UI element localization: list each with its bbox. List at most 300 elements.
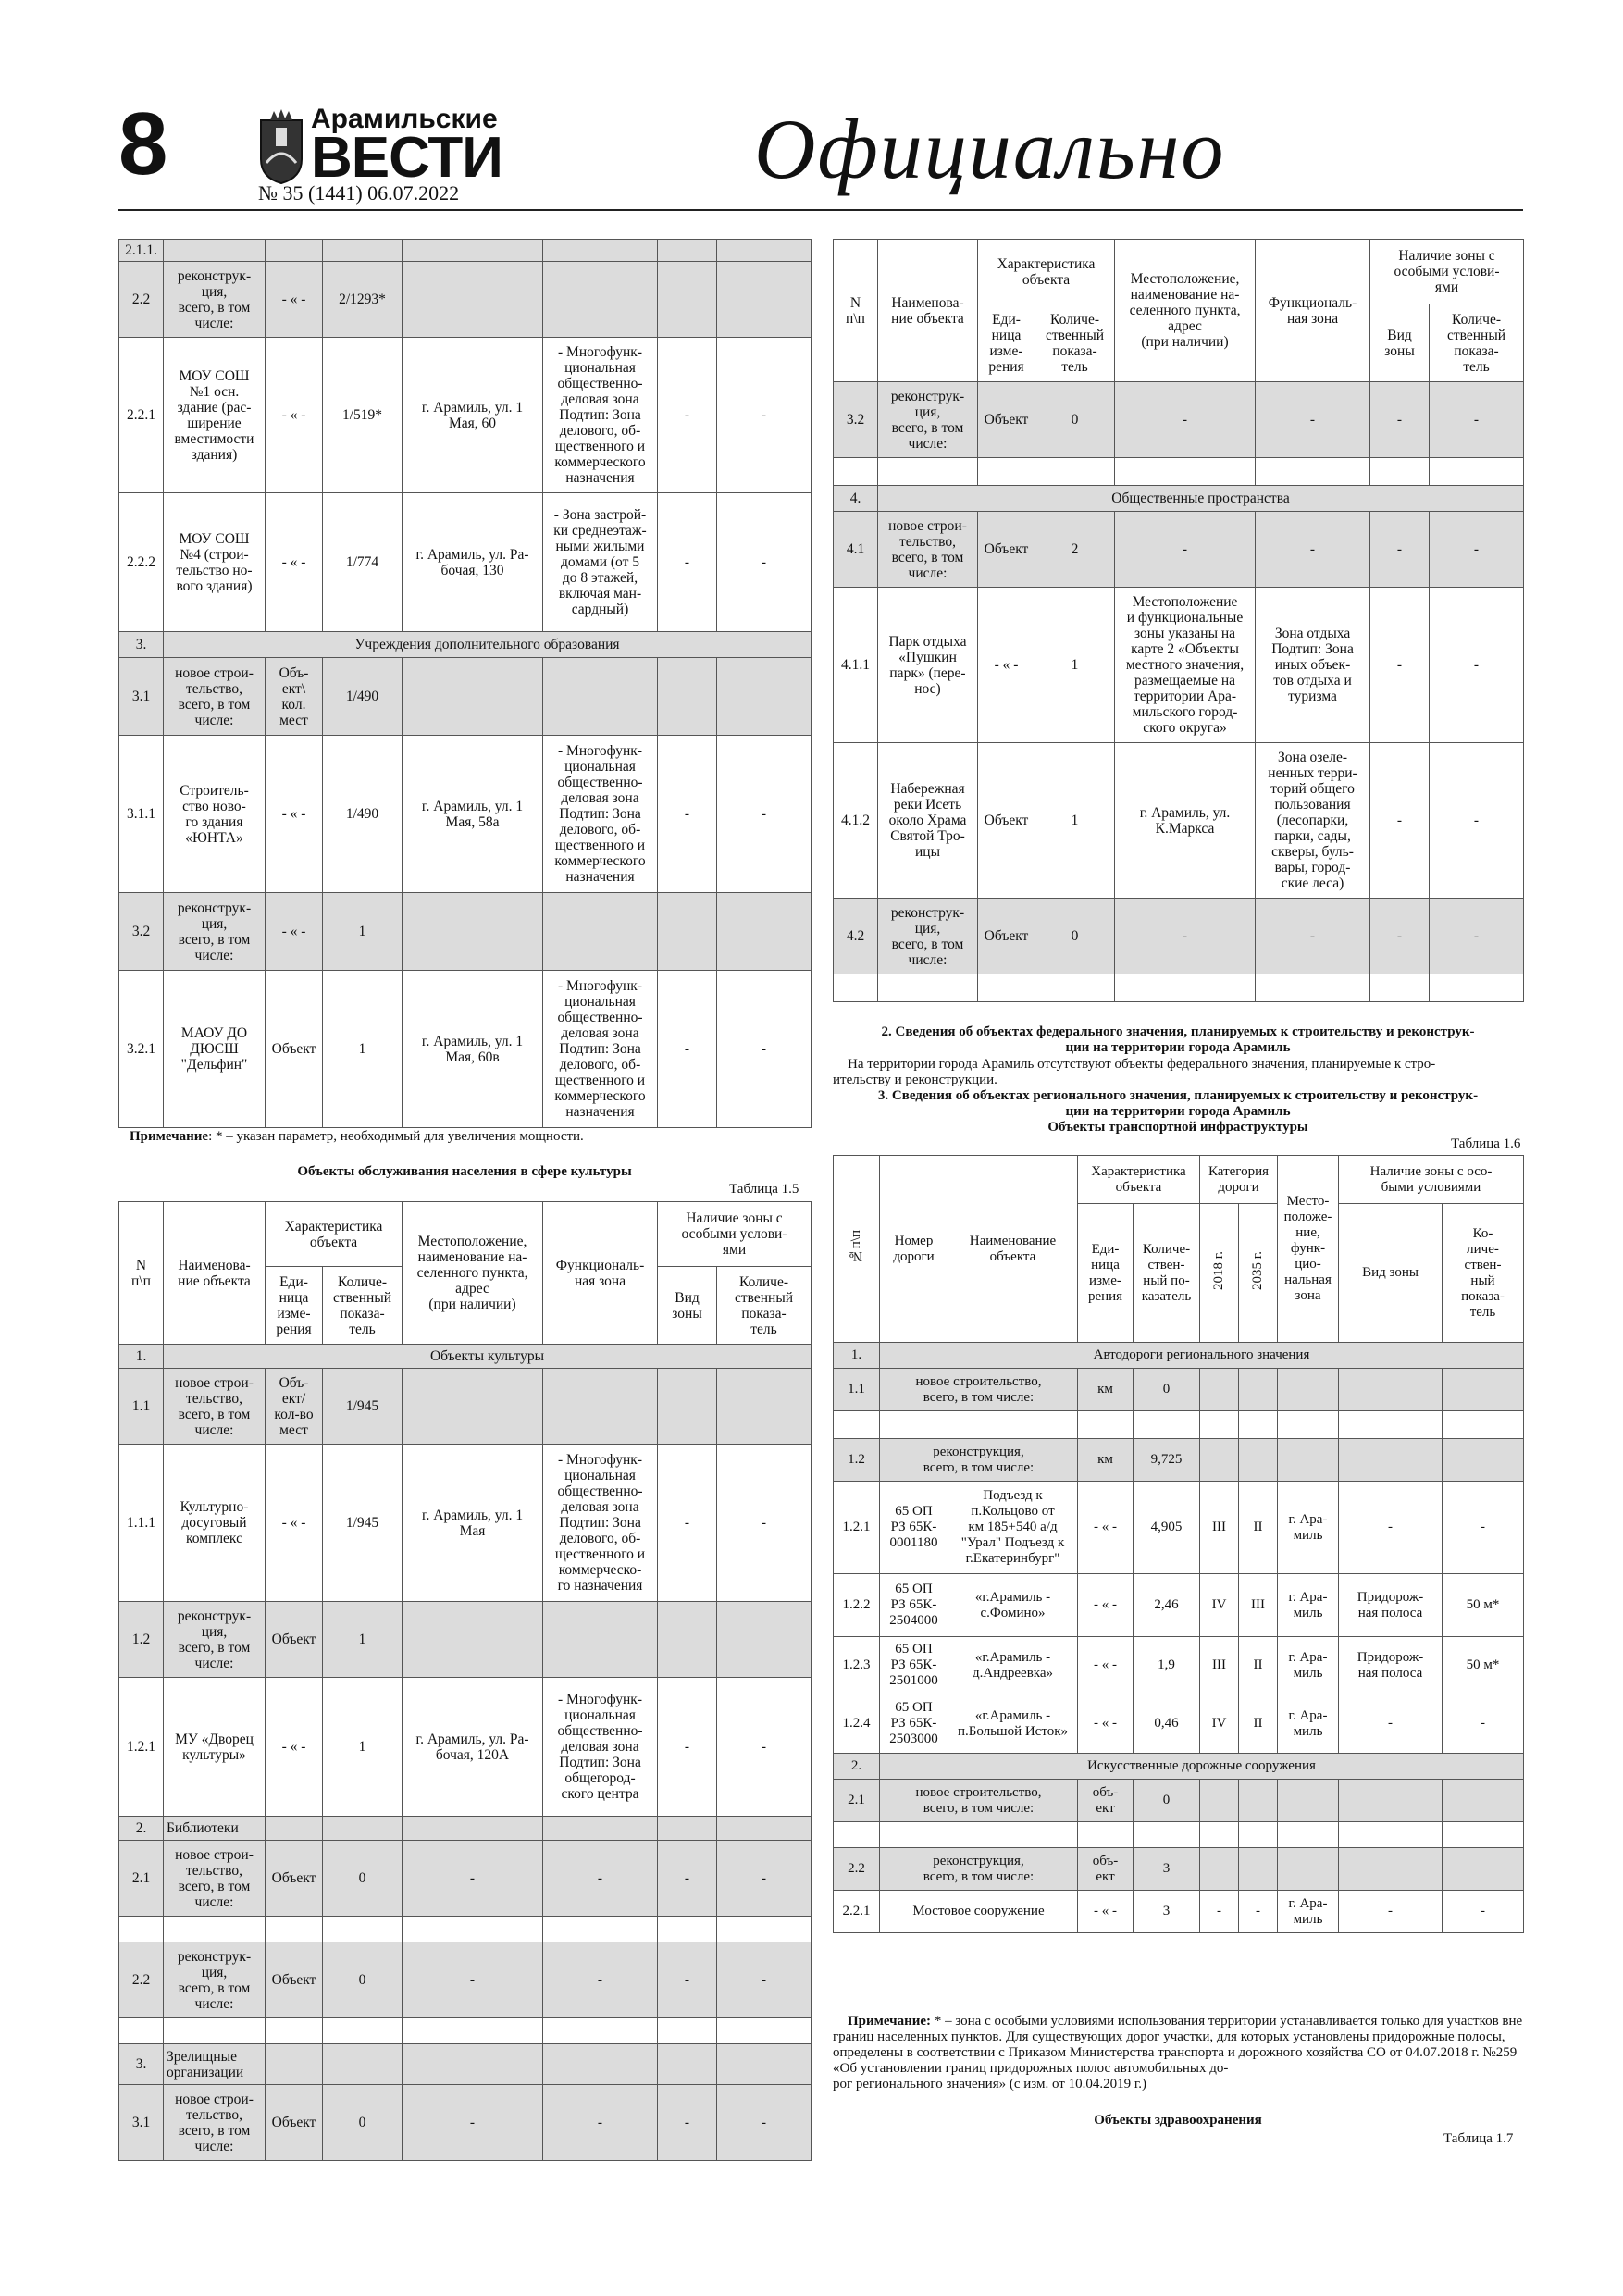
table-cell: - (1256, 899, 1370, 974)
page-number: 8 (118, 94, 168, 193)
table-cell: II (1239, 1482, 1278, 1574)
row-quantity: 0 (1134, 1369, 1200, 1411)
empty-cell (880, 1411, 948, 1439)
empty-cell (880, 1822, 948, 1848)
table-cell (403, 1369, 543, 1445)
empty-cell (1443, 1848, 1524, 1891)
table-cell: Объект (266, 1841, 323, 1917)
table-cell: 2.2.1 (119, 338, 164, 493)
table-cell: 0 (323, 1942, 403, 2018)
table-cell: - (1430, 899, 1524, 974)
empty-cell (1443, 1439, 1524, 1482)
table-cell: - (717, 971, 812, 1128)
empty-cell (978, 974, 1035, 1002)
table-cell: 1 (323, 971, 403, 1128)
empty-cell (717, 2044, 812, 2085)
table-cell: - (543, 1841, 658, 1917)
year-2035-text: 2035 г. (1250, 1251, 1265, 1290)
empty-cell (403, 2018, 543, 2044)
empty-cell (1200, 1822, 1239, 1848)
table-cell: - (658, 1841, 717, 1917)
table-cell: 1 (1035, 743, 1115, 899)
header-characteristic: Характеристика объекта (1078, 1156, 1200, 1204)
table-cell: Строитель- ство ново- го здания «ЮНТА» (164, 736, 266, 893)
empty-cell (403, 1917, 543, 1942)
table-cell: 1/519* (323, 338, 403, 493)
empty-cell (1239, 1822, 1278, 1848)
table-cell: Объект (978, 512, 1035, 588)
table-cell: МОУ СОШ №4 (строи- тельство но- вого здания) (164, 493, 266, 632)
table-cell: - (1443, 1891, 1524, 1933)
table-cell: - (658, 493, 717, 632)
table-cell: - (543, 2085, 658, 2161)
table-cell: - (403, 1942, 543, 2018)
table-cell (717, 1602, 812, 1678)
empty-cell (266, 2044, 323, 2085)
empty-cell (948, 1411, 1078, 1439)
empty-cell (1278, 1848, 1339, 1891)
table-cell (717, 893, 812, 971)
header-category: Категория дороги (1200, 1156, 1278, 1204)
table-cell: Объект (266, 1602, 323, 1678)
table-cell: г. Арамиль, ул. 1 Мая, 60 (403, 338, 543, 493)
table-cell: 65 ОП РЗ 65К- 2501000 (880, 1637, 948, 1694)
header-quantity: Количе- ствен- ный по- казатель (1134, 1204, 1200, 1343)
table-cell: III (1239, 1574, 1278, 1637)
empty-cell (1278, 1780, 1339, 1822)
empty-cell (1443, 1369, 1524, 1411)
table-cell: - Многофунк- циональная общественно- деловая зона Подтип: Зона делового, об- щественного и коммерческого назначения (543, 338, 658, 493)
note-label: Примечание (130, 1129, 209, 1144)
empty-cell (1443, 1822, 1524, 1848)
table-cell: - « - (266, 338, 323, 493)
table-cell: - Многофунк- циональная общественно- деловая зона Подтип: Зона делового, об- щественного и коммерческого назначения (543, 971, 658, 1128)
table-row (119, 893, 812, 971)
table-cell: новое строи- тельство, всего, в том числе: (164, 1369, 266, 1445)
table-cell: - (1430, 382, 1524, 458)
table-cell: 3 (1134, 1891, 1200, 1933)
table-cell: г. Ара- миль (1278, 1482, 1339, 1574)
table-cell (658, 1602, 717, 1678)
table-cell: IV (1200, 1694, 1239, 1754)
table-cell: - (1370, 588, 1430, 743)
note-1 (130, 1129, 584, 1145)
table-cell: - (1430, 743, 1524, 899)
table-cell: 2/1293* (323, 262, 403, 338)
empty-cell (1339, 1822, 1443, 1848)
table-cell: 2.1.1. (119, 240, 164, 262)
health-title: Объекты здравоохранения (1094, 2113, 1262, 2128)
empty-cell (948, 1822, 1078, 1848)
header-zone-quantity: Ко- личе- ствен- ный показа- тель (1443, 1204, 1524, 1343)
table-cell: 2.2 (119, 1942, 164, 2018)
empty-cell (1278, 1822, 1339, 1848)
header-characteristic: Характеристика объекта (266, 1202, 403, 1267)
section-number: 3. (119, 2044, 164, 2085)
section-2-text: На территории города Арамиль отсутствуют объекты федерального значения, планируемые к стро- ительству и реконструкции. (833, 1057, 1436, 1087)
table-cell: - « - (1078, 1694, 1134, 1754)
empty-cell (1239, 1848, 1278, 1891)
row-quantity: 0 (1134, 1780, 1200, 1822)
table-cell: - « - (266, 893, 323, 971)
note-2-text: * – зона с особыми условиями использования территории устанавливается только для участков вне границ населенных пунктов. Для существующих дорог участки, для которых установлены придорожные полосы, определены в соответствии с Приказом Министерства транспорта и дорожного хозяйства СО от 04.07.2018 г. №259 «Об установлении границ придорожных полос автомобильных до- рог регионального значения» (с изм. от 10.04.2019 г.) (833, 2014, 1523, 2091)
note-2 (833, 2014, 1523, 2092)
table-cell: - (658, 2085, 717, 2161)
empty-cell (119, 1917, 164, 1942)
table-cell: - (1115, 382, 1256, 458)
table-cell: 4.1.2 (834, 743, 878, 899)
table-row (834, 1754, 1524, 1780)
table-cell: - (1370, 899, 1430, 974)
table-row (834, 1822, 1524, 1848)
table-cell: - « - (266, 493, 323, 632)
table-cell: МАОУ ДО ДЮСШ "Дельфин" (164, 971, 266, 1128)
table-cell: - « - (266, 1445, 323, 1602)
empty-cell (1200, 1439, 1239, 1482)
table-cell: новое строи- тельство, всего, в том числе: (164, 658, 266, 736)
empty-cell (543, 2044, 658, 2085)
table-cell: - « - (1078, 1574, 1134, 1637)
empty-cell (1134, 1822, 1200, 1848)
table-cell: Придорож- ная полоса (1339, 1637, 1443, 1694)
header-quantity: Количе- ственный показа- тель (1035, 304, 1115, 382)
table-cell: 1.2.1 (834, 1482, 880, 1574)
table-cell: «г.Арамиль - с.Фомино» (948, 1574, 1078, 1637)
empty-cell (323, 1817, 403, 1841)
empty-cell (1239, 1411, 1278, 1439)
table-cell (543, 1369, 658, 1445)
empty-cell (1200, 1411, 1239, 1439)
empty-cell (1339, 1369, 1443, 1411)
table-cell: 3.1 (119, 658, 164, 736)
table-cell: 3.2.1 (119, 971, 164, 1128)
empty-cell (658, 2044, 717, 2085)
table-row (834, 486, 1524, 512)
empty-cell (717, 2018, 812, 2044)
row-name: реконструкция, всего, в том числе: (880, 1848, 1078, 1891)
empty-cell (1200, 1848, 1239, 1891)
table-cell: 1.2.4 (834, 1694, 880, 1754)
table-row (119, 1345, 812, 1369)
header-road-number: Номер дороги (880, 1156, 948, 1343)
table-row (834, 458, 1524, 486)
table-cell: Объ- ект\ кол. мест (266, 658, 323, 736)
table-cell: 4.1.1 (834, 588, 878, 743)
empty-cell (119, 2018, 164, 2044)
empty-cell (543, 1917, 658, 1942)
table-cell: 1.2.2 (834, 1574, 880, 1637)
table-cell: реконструк- ция, всего, в том числе: (878, 382, 978, 458)
table-row (119, 493, 812, 632)
empty-cell (1443, 1411, 1524, 1439)
table-cell: реконструк- ция, всего, в том числе: (164, 893, 266, 971)
table-cell: Объект (978, 743, 1035, 899)
table-cell: II (1239, 1694, 1278, 1754)
section-number: 1. (834, 1343, 880, 1369)
empty-cell (1443, 1780, 1524, 1822)
table-cell: 0 (1035, 899, 1115, 974)
table-cell: реконструк- ция, всего, в том числе: (164, 1602, 266, 1678)
table-row (834, 743, 1524, 899)
empty-cell (323, 1917, 403, 1942)
table-cell (543, 658, 658, 736)
table-cell (164, 240, 266, 262)
table-cell: г. Ара- миль (1278, 1574, 1339, 1637)
issue-number: № 35 (1441) 06.07.2022 (258, 181, 460, 205)
section-3-title: 3. Сведения об объектах регионального значения, планируемых к строительству и реконструк- ции на территории города Арамиль Объекты транспортной инфраструктуры (877, 1088, 1479, 1135)
table-cell (717, 658, 812, 736)
header-number (834, 1156, 880, 1343)
empty-cell (164, 1917, 266, 1942)
table-cell: - Многофунк- циональная общественно- деловая зона Подтип: Зона общегород- ского центра (543, 1678, 658, 1817)
table-row (834, 1694, 1524, 1754)
empty-cell (1370, 974, 1430, 1002)
table-cell: - (717, 1445, 812, 1602)
public-spaces-table (833, 239, 1524, 1002)
brand-bottom: ВЕСТИ (311, 126, 502, 190)
table-cell: - (1256, 382, 1370, 458)
empty-cell (1339, 1780, 1443, 1822)
table-cell: - (1339, 1891, 1443, 1933)
table-cell (717, 240, 812, 262)
culture-title: Объекты обслуживания населения в сфере культуры (297, 1164, 632, 1179)
empty-cell (1115, 458, 1256, 486)
empty-cell (834, 1411, 880, 1439)
table-cell: 4.2 (834, 899, 878, 974)
table-cell: - (1430, 512, 1524, 588)
empty-cell (834, 1822, 880, 1848)
table-cell: Объект (266, 971, 323, 1128)
table-cell: - « - (266, 1678, 323, 1817)
table-cell: II (1239, 1637, 1278, 1694)
section-title: Зрелищные организации (164, 2044, 266, 2085)
note-2-label: Примечание: (848, 2014, 932, 2029)
empty-cell (1035, 458, 1115, 486)
table-cell: «г.Арамиль - п.Большой Исток» (948, 1694, 1078, 1754)
table-cell: - (658, 736, 717, 893)
empty-cell (323, 2018, 403, 2044)
row-number: 1.1 (834, 1369, 880, 1411)
empty-cell (658, 1917, 717, 1942)
table-cell: Объект (266, 1942, 323, 2018)
row-unit: км (1078, 1369, 1134, 1411)
row-unit: км (1078, 1439, 1134, 1482)
table-cell (323, 240, 403, 262)
table-cell: 65 ОП РЗ 65К- 2504000 (880, 1574, 948, 1637)
empty-cell (543, 2018, 658, 2044)
empty-cell (1370, 458, 1430, 486)
table-cell: 4,905 (1134, 1482, 1200, 1574)
table-cell (658, 893, 717, 971)
table-cell: 3.1 (119, 2085, 164, 2161)
empty-cell (323, 2044, 403, 2085)
table-cell: Объект (978, 382, 1035, 458)
row-name: новое строительство, всего, в том числе: (880, 1780, 1078, 1822)
table-cell: Зона озеле- ненных терри- торий общего пользования (лесопарки, парки, сады, скверы, буль- вары, город- ские леса) (1256, 743, 1370, 899)
table-cell: 1/774 (323, 493, 403, 632)
header-function: Функциональ- ная зона (1256, 240, 1370, 382)
table-cell: - (1370, 743, 1430, 899)
table-cell: реконструк- ция, всего, в том числе: (164, 1942, 266, 2018)
table-cell: - (1200, 1891, 1239, 1933)
empty-cell (1239, 1369, 1278, 1411)
table-cell: - (1443, 1694, 1524, 1754)
table-cell: Зона отдыха Подтип: Зона иных объек- тов отдыха и туризма (1256, 588, 1370, 743)
table-cell (543, 893, 658, 971)
header-rule (118, 209, 1523, 211)
table-cell: г. Арамиль, ул. Ра- бочая, 130 (403, 493, 543, 632)
table-cell: 1.2 (119, 1602, 164, 1678)
header-number: N п\п (119, 1202, 164, 1345)
header-year-2018 (1200, 1204, 1239, 1343)
empty-cell (717, 1917, 812, 1942)
table-cell: 1 (323, 1678, 403, 1817)
empty-cell (1339, 1439, 1443, 1482)
empty-cell (1256, 974, 1370, 1002)
table-cell: - « - (978, 588, 1035, 743)
table-cell: 1 (323, 1602, 403, 1678)
section-title: Объекты культуры (164, 1345, 812, 1369)
row-number: 1.2 (834, 1439, 880, 1482)
table-row (119, 262, 812, 338)
table-cell: - (1443, 1482, 1524, 1574)
header-zone-type: Вид зоны (1339, 1204, 1443, 1343)
table-cell: Объект (266, 2085, 323, 2161)
table-cell: реконструк- ция, всего, в том числе: (164, 262, 266, 338)
section-title: Автодороги регионального значения (880, 1343, 1524, 1369)
table-cell: новое строи- тельство, всего, в том числе: (164, 2085, 266, 2161)
table-cell: МУ «Дворец культуры» (164, 1678, 266, 1817)
table-cell: г. Ара- миль (1278, 1694, 1339, 1754)
header-location: Местоположение, наименование на- селенного пункта, адрес (при наличии) (1115, 240, 1256, 382)
header-zone: Наличие зоны с особыми услови- ями (658, 1202, 812, 1267)
header-location: Местоположение, наименование на- селенного пункта, адрес (при наличии) (403, 1202, 543, 1345)
table-cell: - « - (1078, 1891, 1134, 1933)
table-cell: Объект (978, 899, 1035, 974)
table-cell: г. Арамиль, ул. 1 Мая (403, 1445, 543, 1602)
table-row (119, 1202, 812, 1267)
table-cell: 3.1.1 (119, 736, 164, 893)
table-row (119, 338, 812, 493)
empty-cell (1134, 1411, 1200, 1439)
section-number: 4. (834, 486, 878, 512)
empty-cell (1430, 974, 1524, 1002)
table-cell: 2.1 (119, 1841, 164, 1917)
empty-cell (1430, 458, 1524, 486)
empty-cell (266, 2018, 323, 2044)
table-cell: - (1115, 899, 1256, 974)
empty-cell (878, 974, 978, 1002)
empty-cell (1256, 458, 1370, 486)
table-cell (403, 893, 543, 971)
header-year-2035 (1239, 1204, 1278, 1343)
table-row (119, 736, 812, 893)
table-row (834, 382, 1524, 458)
table-row (119, 2085, 812, 2161)
table-row (119, 1678, 812, 1817)
table-cell: Набережная реки Исеть около Храма Святой Тро- ицы (878, 743, 978, 899)
empty-cell (543, 1817, 658, 1841)
row-number: 2.1 (834, 1780, 880, 1822)
empty-cell (658, 1817, 717, 1841)
table-row (834, 512, 1524, 588)
table-cell (658, 658, 717, 736)
header-unit: Еди- ница изме- рения (1078, 1204, 1134, 1343)
table-cell: г. Арамиль, ул. 1 Мая, 58а (403, 736, 543, 893)
section-title: Официально (754, 102, 1226, 196)
table-cell (658, 262, 717, 338)
transport-table (833, 1155, 1524, 1933)
table-cell: - (658, 1445, 717, 1602)
empty-cell (978, 458, 1035, 486)
table-cell: г. Арамиль, ул. К.Маркса (1115, 743, 1256, 899)
empty-cell (1278, 1439, 1339, 1482)
table-cell (543, 262, 658, 338)
table-row (119, 1942, 812, 2018)
table-row (119, 1917, 812, 1942)
header-characteristic: Характеристика объекта (978, 240, 1115, 304)
table-cell: - (717, 493, 812, 632)
table-cell: Местоположение и функциональные зоны указаны на карте 2 «Объекты местного значения, размещаемые на территории Ара- мильского город- ского округа» (1115, 588, 1256, 743)
table-cell: - (717, 736, 812, 893)
empty-cell (1339, 1411, 1443, 1439)
header-zone: Наличие зоны с осо- быми условиями (1339, 1156, 1524, 1204)
table-cell: - (1430, 588, 1524, 743)
table-cell: - (717, 1678, 812, 1817)
section-title: Учреждения дополнительного образования (164, 632, 812, 658)
table-row (834, 1482, 1524, 1574)
header-unit: Еди- ница изме- рения (978, 304, 1035, 382)
table-cell (403, 240, 543, 262)
table-cell: 1/945 (323, 1445, 403, 1602)
note-text: : * – указан параметр, необходимый для увеличения мощности. (208, 1129, 584, 1144)
row-quantity: 3 (1134, 1848, 1200, 1891)
table-cell: «г.Арамиль - д.Андреевка» (948, 1637, 1078, 1694)
table-row (119, 1369, 812, 1445)
header-zone-quantity: Количе- ственный показа- тель (717, 1267, 812, 1345)
row-number: 2.2.1 (834, 1891, 880, 1933)
section-number: 3. (119, 632, 164, 658)
table-row (119, 1445, 812, 1602)
empty-cell (834, 974, 878, 1002)
table-cell: 0 (1035, 382, 1115, 458)
table-cell: - « - (1078, 1482, 1134, 1574)
empty-cell (1200, 1369, 1239, 1411)
header-number-text: №п\п (849, 1229, 863, 1264)
table-row (834, 899, 1524, 974)
empty-cell (164, 2018, 266, 2044)
table-cell: - (717, 2085, 812, 2161)
table-row (834, 974, 1524, 1002)
table-row (119, 632, 812, 658)
table-cell: - Многофунк- циональная общественно- деловая зона Подтип: Зона делового, об- щественного и коммерческого назначения (543, 736, 658, 893)
empty-cell (1278, 1369, 1339, 1411)
row-number: 2.2 (834, 1848, 880, 1891)
table-row (119, 1817, 812, 1841)
table-cell: 1/945 (323, 1369, 403, 1445)
table-cell (658, 240, 717, 262)
table-cell: г. Ара- миль (1278, 1637, 1339, 1694)
empty-cell (1278, 1411, 1339, 1439)
table-row (834, 1891, 1524, 1933)
header-zone-type: Вид зоны (658, 1267, 717, 1345)
table-cell: 65 ОП РЗ 65К- 0001180 (880, 1482, 948, 1574)
header-name: Наименова- ние объекта (878, 240, 978, 382)
header-quantity: Количе- ственный показа- тель (323, 1267, 403, 1345)
table-cell: - (1370, 512, 1430, 588)
section-number: 1. (119, 1345, 164, 1369)
table-1-7-number: Таблица 1.7 (1443, 2131, 1514, 2146)
